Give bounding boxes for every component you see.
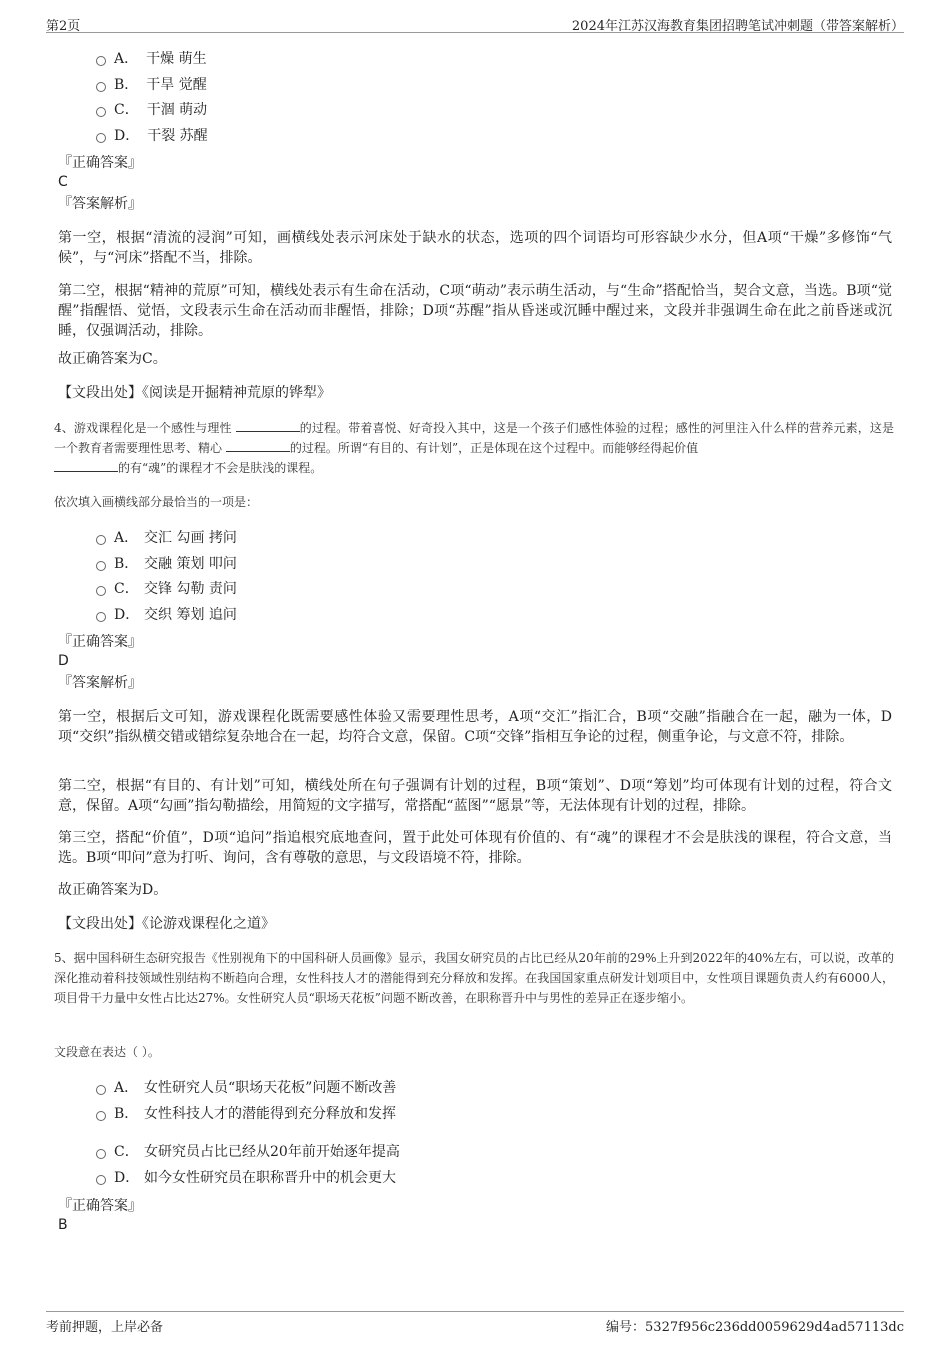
footer-slogan: 考前押题，上岸必备: [46, 1320, 164, 1335]
q4-stem: 4、游戏课程化是一个感性与理性 的过程。带着喜悦、好奇投入其中，这是一个孩子们感性体验的过程；感性的河里注入什么样的营养元素，这是一个教育者需要理性思考、精心 的过程。所谓“有目的、有计划”，正是体现在这个过程中。而能够经得起价值 的有“魂”的课程才不会是肤浅的课程。: [54, 421, 894, 475]
q3-answer: C: [58, 174, 68, 190]
document-title: 2024年江苏汉海教育集团招聘笔试冲刺题（带答案解析）: [571, 19, 904, 34]
q3-option-a[interactable]: A． 干燥 萌生: [96, 49, 207, 69]
q4-analysis-conclusion: 故正确答案为D。: [58, 882, 168, 898]
q4-answer: D: [58, 653, 69, 669]
q4-analysis-paragraph-1: 第一空，根据后文可知，游戏课程化既需要感性体验又需要理性思考，A项“交汇”指汇合，B项“交融”指融合在一起，融为一体，D项“交织”指纵横交错或错综复杂地合在一起，均符合文意，保留。C项“交锋”指相互争论的过程，侧重争论，与文意不符，排除。: [58, 709, 892, 745]
q4-prompt: 依次填入画横线部分最恰当的一项是：: [54, 495, 259, 509]
q4-option-d[interactable]: D． 交织 筹划 追问: [96, 605, 237, 625]
page-footer: [46, 1311, 904, 1334]
radio-icon[interactable]: [96, 586, 106, 596]
q5-option-c[interactable]: C． 女研究员占比已经从20年前开始逐年提高: [96, 1142, 400, 1162]
q4-analysis-paragraph-2: 第二空，根据“有目的、有计划”可知，横线处所在句子强调有计划的过程，B项“策划”、D项“筹划”均可体现有计划的过程，符合文意，保留。A项“勾画”指勾勒描绘，用简短的文字描写，常搭配“蓝图”“愿景”等，无法体现有计划的过程，排除。: [58, 778, 892, 814]
q3-source: 【文段出处】《阅读是开掘精神荒原的铧犁》: [58, 385, 331, 401]
radio-icon[interactable]: [96, 535, 106, 545]
q3-analysis-conclusion: 故正确答案为C。: [58, 351, 167, 367]
blank-line: [54, 459, 118, 472]
radio-icon[interactable]: [96, 1111, 106, 1121]
page-number: 第2页: [46, 19, 81, 34]
q4-answer-label: 『正确答案』: [58, 634, 142, 650]
q5-stem: 5、据中国科研生态研究报告《性别视角下的中国科研人员画像》显示，我国女研究员的占比已经从20年前的29%上升到2022年的40%左右，可以说，改革的深化推动着科技领域性别结构不断趋向合理，女性科技人才的潜能得到充分释放和发挥。在我国国家重点研发计划项目中，女性项目课题负责人约有6000人，项目骨干力量中女性占比达27%。女性研究人员“职场天花板”问题不断改善，在职称晋升中与男性的差异正在逐步缩小。: [54, 951, 894, 1005]
q5-answer: B: [58, 1217, 68, 1233]
q3-option-d[interactable]: D． 干裂 苏醒: [96, 126, 208, 146]
radio-icon[interactable]: [96, 1085, 106, 1095]
blank-line: [236, 419, 300, 432]
q4-option-b[interactable]: B． 交融 策划 叩问: [96, 554, 237, 574]
radio-icon[interactable]: [96, 107, 106, 117]
q3-analysis-label: 『答案解析』: [58, 196, 142, 212]
q3-option-b[interactable]: B． 干旱 觉醒: [96, 75, 207, 95]
document-id: 编号：5327f956c236dd0059629d4ad57113dc: [606, 1320, 904, 1335]
q4-source: 【文段出处】《论游戏课程化之道》: [58, 916, 275, 932]
q5-prompt: 文段意在表达（ ）。: [54, 1045, 160, 1059]
q4-option-a[interactable]: A． 交汇 勾画 拷问: [96, 528, 237, 548]
radio-icon[interactable]: [96, 56, 106, 66]
q4-analysis-paragraph-3: 第三空，搭配“价值”，D项“追问”指追根究底地查问，置于此处可体现有价值的、有“魂”的课程才不会是肤浅的课程，符合文意，当选。B项“叩问”意为打听、询问，含有尊敬的意思，与文段语境不符，排除。: [58, 830, 892, 866]
radio-icon[interactable]: [96, 1175, 106, 1185]
q3-analysis-paragraph-1: 第一空，根据“清流的浸润”可知，画横线处表示河床处于缺水的状态，选项的四个词语均可形容缺少水分，但A项“干燥”多修饰“气候”，与“河床”搭配不当，排除。: [58, 230, 892, 266]
q5-option-a[interactable]: A． 女性研究人员“职场天花板”问题不断改善: [96, 1078, 396, 1098]
radio-icon[interactable]: [96, 82, 106, 92]
radio-icon[interactable]: [96, 612, 106, 622]
q3-answer-label: 『正确答案』: [58, 155, 142, 171]
q5-option-d[interactable]: D． 如今女性研究员在职称晋升中的机会更大: [96, 1168, 396, 1188]
q5-option-b[interactable]: B． 女性科技人才的潜能得到充分释放和发挥: [96, 1104, 396, 1124]
q3-analysis-paragraph-2: 第二空，根据“精神的荒原”可知，横线处表示有生命在活动，C项“萌动”表示萌生活动，与“生命”搭配恰当，契合文意，当选。B项“觉醒”指醒悟、觉悟，文段表示生命在活动而非醒悟，排除；D项“苏醒”指从昏迷或沉睡中醒过来，文段并非强调生命在此之前昏迷或沉睡，仅强调活动，排除。: [58, 283, 892, 339]
q5-answer-label: 『正确答案』: [58, 1198, 142, 1214]
page-header: [46, 12, 904, 33]
blank-line: [226, 439, 290, 452]
q3-option-c[interactable]: C． 干涸 萌动: [96, 100, 207, 120]
radio-icon[interactable]: [96, 133, 106, 143]
radio-icon[interactable]: [96, 561, 106, 571]
radio-icon[interactable]: [96, 1149, 106, 1159]
q4-option-c[interactable]: C． 交锋 勾勒 责问: [96, 579, 237, 599]
q4-analysis-label: 『答案解析』: [58, 675, 142, 691]
